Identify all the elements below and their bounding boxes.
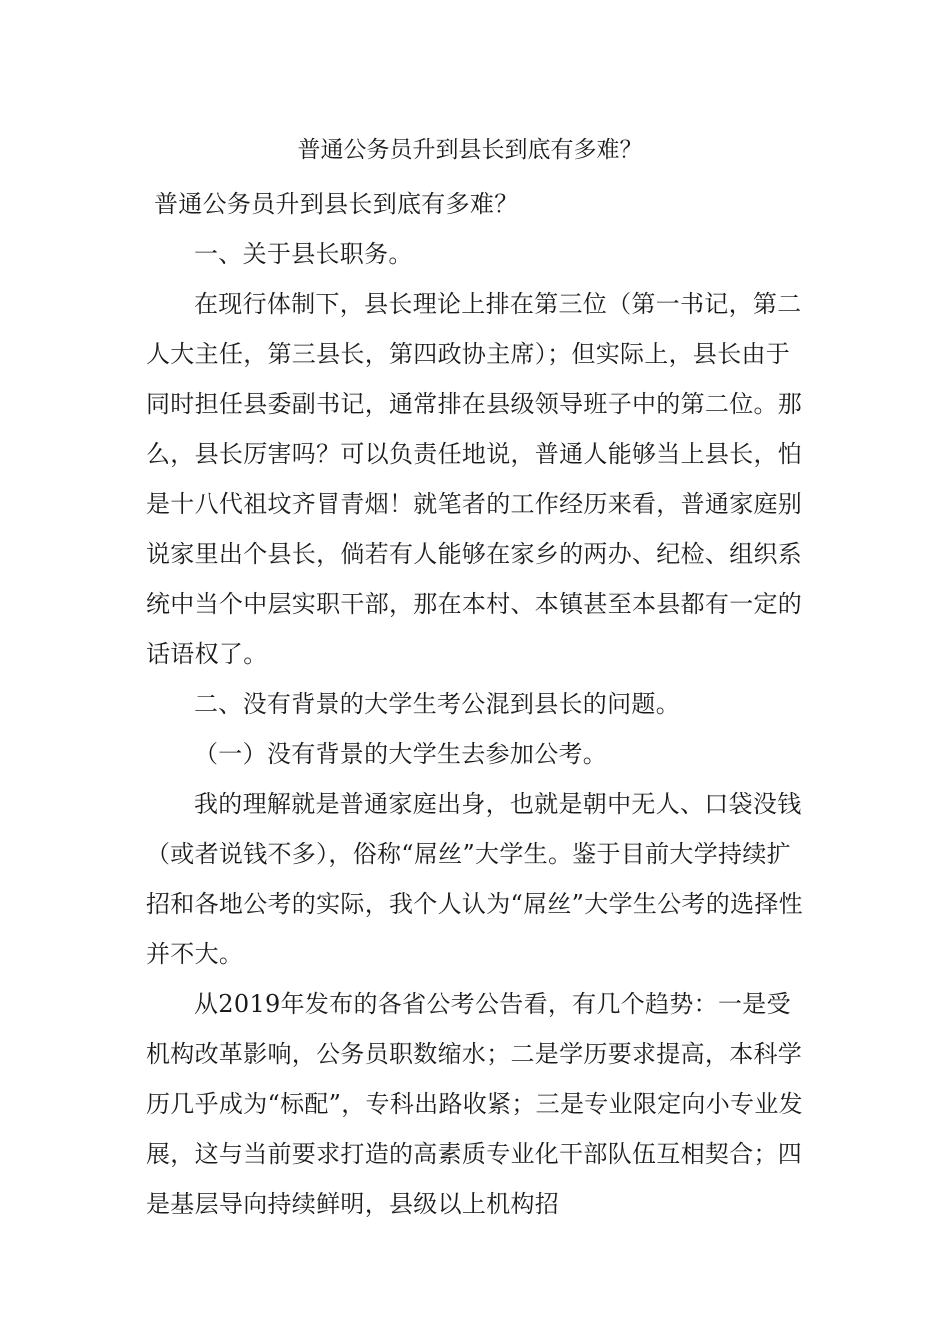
body-subtitle: 普通公务员升到县长到底有多难？ [154,190,519,218]
document-body [146,179,806,1229]
section-heading-1: 一、关于县长职务。 [194,240,413,268]
body-paragraph: 在现行体制下，县长理论上排在第三位（第一书记，第二人大主任，第三县长，第四政协主席）；但实际上，县长由于同时担任县委副书记，通常排在县级领导班子中的第二位。那么，县长厉害吗？可以负责任地说，普通人能够当上县长，怕是十八代祖坟齐冒青烟！就笔者的工作经历来看，普通家庭别说家里出个县长，倘若有人能够在家乡的两办、纪检、组织系统中当个中层实职干部，那在本村、本镇甚至本县都有一定的话语权了。 [146,290,803,668]
body-paragraph: 从2019年发布的各省公考公告看，有几个趋势：一是受机构改革影响，公务员职数缩水；二是学历要求提高，本科学历几乎成为“标配”，专科出路收紧；三是专业限定向小专业发展，这与当前要求打造的高素质专业化干部队伍互相契合；四是基层导向持续鲜明，县级以上机构招 [146,990,803,1218]
body-paragraph: 我的理解就是普通家庭出身，也就是朝中无人、口袋没钱（或者说钱不多），俗称“屌丝”大学生。鉴于目前大学持续扩招和各地公考的实际，我个人认为“屌丝”大学生公考的选择性并不大。 [146,790,803,968]
document-title: 普通公务员升到县长到底有多难？ [297,137,643,163]
subsection-heading-1: （一）没有背景的大学生去参加公考。 [194,740,608,768]
section-heading-2: 二、没有背景的大学生考公混到县长的问题。 [194,690,680,718]
